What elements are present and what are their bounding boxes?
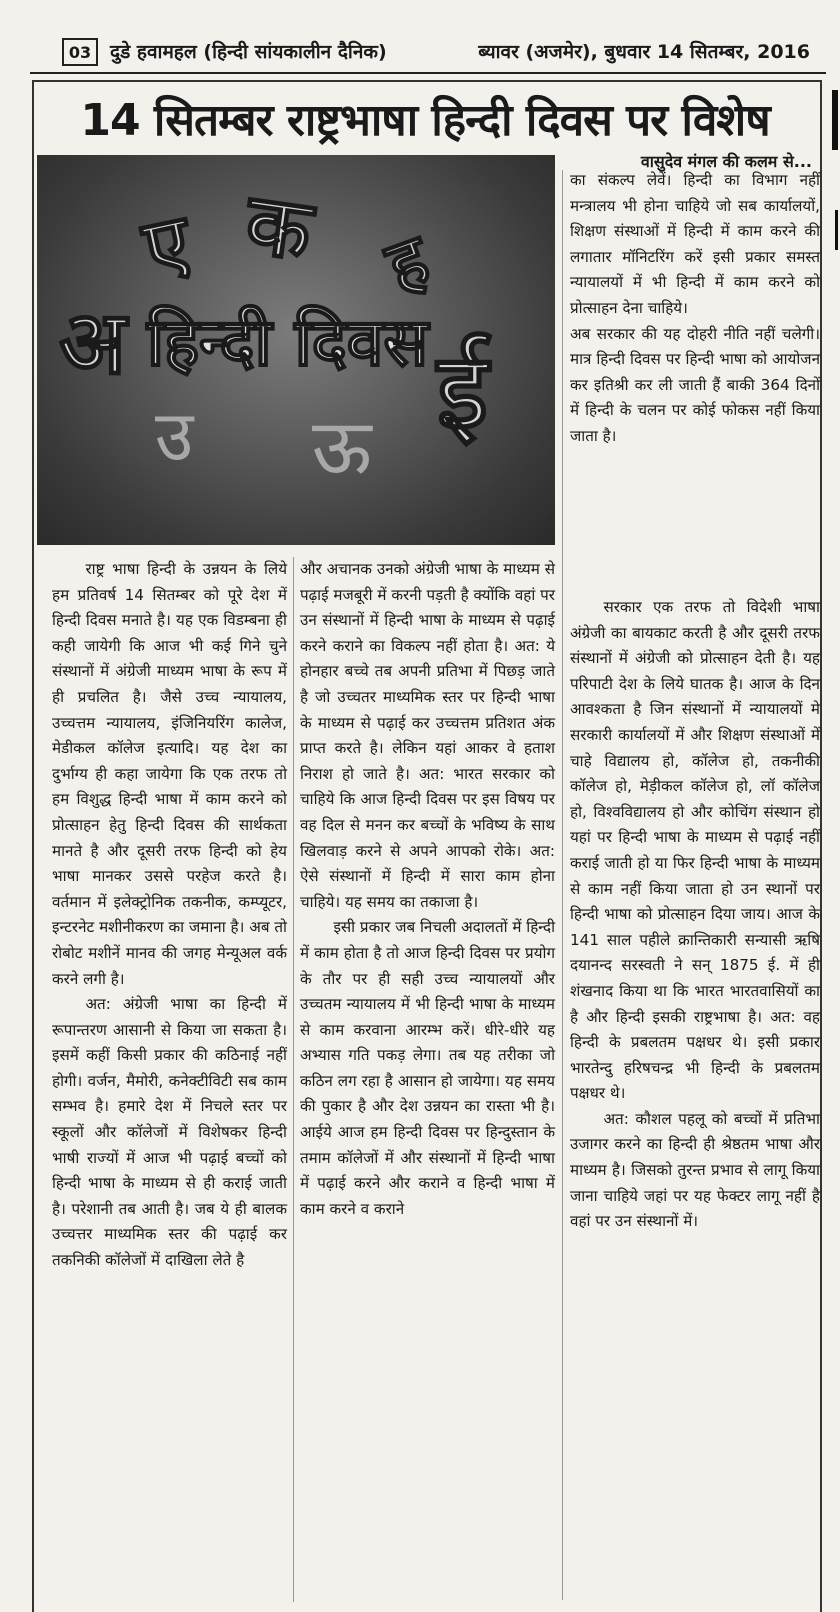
paragraph: राष्ट्र भाषा हिन्दी के उन्नयन के लिये हम प्रतिवर्ष 14 सितम्बर को पूरे देश में हिन्दी दिवस मनाते है। यह एक विडम्बना ही कही जायेगी कि आज भी कई गिने चुने संस्थानों में अंग्रेजी माध्यम भाषा के रूप में ही प्रचलित है। जैसे उच्च न्यायालय, उच्चत्तम न्यायालय, इंजिनियरिंग कालेज, मेडीकल कॉलेज इत्यादि। यह देश का दुर्भाग्य ही कहा जायेगा कि एक तरफ तो हम विशुद्ध हिन्दी भाषा में काम करने को प्रोत्साहन हेतु हिन्दी दिवस की सार्थकता मानते है और दूसरी तरफ हिन्दी को हेय भाषा मानकर उससे परहेज करते है। वर्तमान में इलेक्ट्रोनिक तकनीक, कम्प्यूटर, इन्टरनेट मशीनीकरण का जमाना है। अब तो रोबोट मशीनें मानव की जगह मेन्यूअल वर्क करने लगी है। [52,560,287,988]
image-title: हिन्दी दिवस [147,304,429,381]
letter-ha: ह [376,217,440,308]
article-byline: वासुदेव मंगल की कलम से... [640,152,812,171]
article-column-1 [52,557,287,1274]
column-divider [562,170,563,1600]
paragraph: का संकल्प लेवें। हिन्दी का विभाग नहीं मन्त्रालय भी होना चाहिये जो सब कार्यालयों, शिक्षण संस्थाओं में हिन्दी में काम करने की लगातार मॉनिटरिंग करें इसी प्रकार समस्त न्यायालयों में भी हिन्दी में काम करने को प्रोत्साहन देना चाहिये। [570,171,820,317]
edge-mark [832,90,838,150]
paragraph: अत: कौशल पहलू को बच्चों में प्रतिभा उजागर करने का हिन्दी ही श्रेष्ठतम भाषा और माध्यम है। जिसको तुरन्त प्रभाव से लागू किया जाना चाहिये जहां पर यह फेक्टर लागू नहीं है वहां पर उन संस्थानों में। [570,1109,820,1231]
place-and-date: ब्यावर (अजमेर), बुधवार 14 सितम्बर, 2016 [478,41,810,63]
letter-a: अ [59,291,127,394]
letter-ii: ई [437,330,489,452]
letter-e: ए [135,195,199,296]
article-headline: 14 सितम्बर राष्ट्रभाषा हिन्दी दिवस पर विशेष [80,95,770,146]
article-column-right-top [570,168,820,450]
paragraph: इसी प्रकार जब निचली अदालतों में हिन्दी में काम होता है तो आज हिन्दी दिवस पर प्रयोग के तौर पर ही सही उच्च न्यायालयों और उच्चतम न्यायालय में भी हिन्दी भाषा के माध्यम से काम करवाना आरम्भ करें। धीरे-धीरे यह अभ्यास गति पकड़ लेगा। तब यह तरीका जो कठिन लग रहा है आसान हो जायेगा। यह समय की पुकार है और देश उन्नयन का रास्ता भी है। आईये आज हम हिन्दी दिवस पर हिन्दुस्तान के तमाम कॉलेजों में और संस्थानों में हिन्दी भाषा में पढ़ाई करने और कराने व हिन्दी भाषा में काम करने व कराने [300,918,555,1218]
paragraph: सरकार एक तरफ तो विदेशी भाषा अंग्रेजी का बायकाट करती है और दूसरी तरफ संस्थानों में अंग्रेजी को प्रोत्साहन देती है। यह परिपाटी देश के लिये घातक है। आज के दिन आवश्कता है जिन संस्थानों में न्यायालयों मे सरकारी कार्यालयों में और शिक्षण संस्थाओं में चाहे विद्यालय हो, कॉलेज हो, तकनीकी कॉलेज हो, मेड़ीकल कॉलेज हो, लॉ कॉलेज हो, विश्वविद्यालय हो और कोचिंग संस्थान हो यहां पर हिन्दी भाषा के माध्यम से पढ़ाई नहीं कराई जाती हो या फिर हिन्दी भाषा के माध्यम से काम नहीं किया जाता हो उन स्थानों पर हिन्दी भाषा को प्रोत्साहन दिया जाय। आज के 141 साल पहीले क्रान्तिकारी सन्यासी ऋषि दयानन्द सरस्वती ने सन् 1875 ई. में ही शंखनाद किया था कि भारत भारतवासियों का है और हिन्दी इसकी राष्ट्रभाषा है। अत: वह हिन्दी के प्रबलतम पक्षधर थे। इसी प्रकार भारतेन्दु हरिषचन्द्र भी हिन्दी के प्रबलतम पक्षधर थे। [570,598,820,1103]
letter-u: उ [155,395,194,477]
newspaper-name: दुडे हवामहल (हिन्दी सांयकालीन दैनिक) [110,41,387,63]
paragraph: अत: अंग्रेजी भाषा का हिन्दी में रूपान्तरण आसानी से किया जा सकता है। इसमें कहीं किसी प्रकार की कठिनाई नहीं होगी। वर्जन, मैमोरी, कनेक्टीविटी सब काम सम्भव है। हमारे देश में निचले स्तर पर स्कूलों और कॉलेजों में विशेषकर हिन्दी भाषी राज्यों में आज भी पढ़ाई बच्चों को हिन्दी भाषा के माध्यम से ही कराई जाती है। परेशानी तब आती है। जब ये ही बालक उच्चत्तर माध्यमिक स्तर की पढ़ाई कर तकनिकी कॉलेजों में दाखिला लेते है [52,995,287,1270]
hindi-diwas-image [37,155,555,545]
edge-mark [835,210,838,250]
column-divider [293,557,294,1602]
paragraph: और अचानक उनको अंग्रेजी भाषा के माध्यम से पढ़ाई मजबूरी में करनी पड़ती है क्योंकि वहां पर उन संस्थानों में हिन्दी भाषा के माध्यम से पढ़ाई करने कराने का विकल्प नहीं होता है। अत: ये होनहार बच्चे तब अपनी प्रतिभा में पिछड़ जाते है जो उच्चतर माध्यमिक स्तर पर हिन्दी भाषा के माध्यम से पढ़ाई कर उच्चत्तम प्रतिशत अंक प्राप्त करते है। लेकिन यहां आकर वे हताश निराश हो जाते है। अत: भारत सरकार को चाहिये कि आज हिन्दी दिवस पर इस विषय पर वह दिल से मनन कर बच्चों के भविष्य के साथ खिलवाड़ करने से अपने आपको रोके। अत: ऐसे संस्थानों में हिन्दी में सारा काम होना चाहिये। यह समय का तकाजा है। [300,560,555,911]
letter-uu: ऊ [312,402,372,491]
letter-ka: क [240,173,318,280]
article-column-2 [300,557,555,1222]
page-number: 03 [62,38,98,66]
article-column-3 [570,595,820,1235]
masthead-rule [30,72,826,74]
paragraph: अब सरकार की यह दोहरी नीति नहीं चलेगी। मात्र हिन्दी दिवस पर हिन्दी भाषा को आयोजन कर इतिश्री कर ली जाती हैं बाकी 364 दिनों में हिन्दी के चलन पर कोई फोकस नहीं किया जाता है। [570,324,820,445]
